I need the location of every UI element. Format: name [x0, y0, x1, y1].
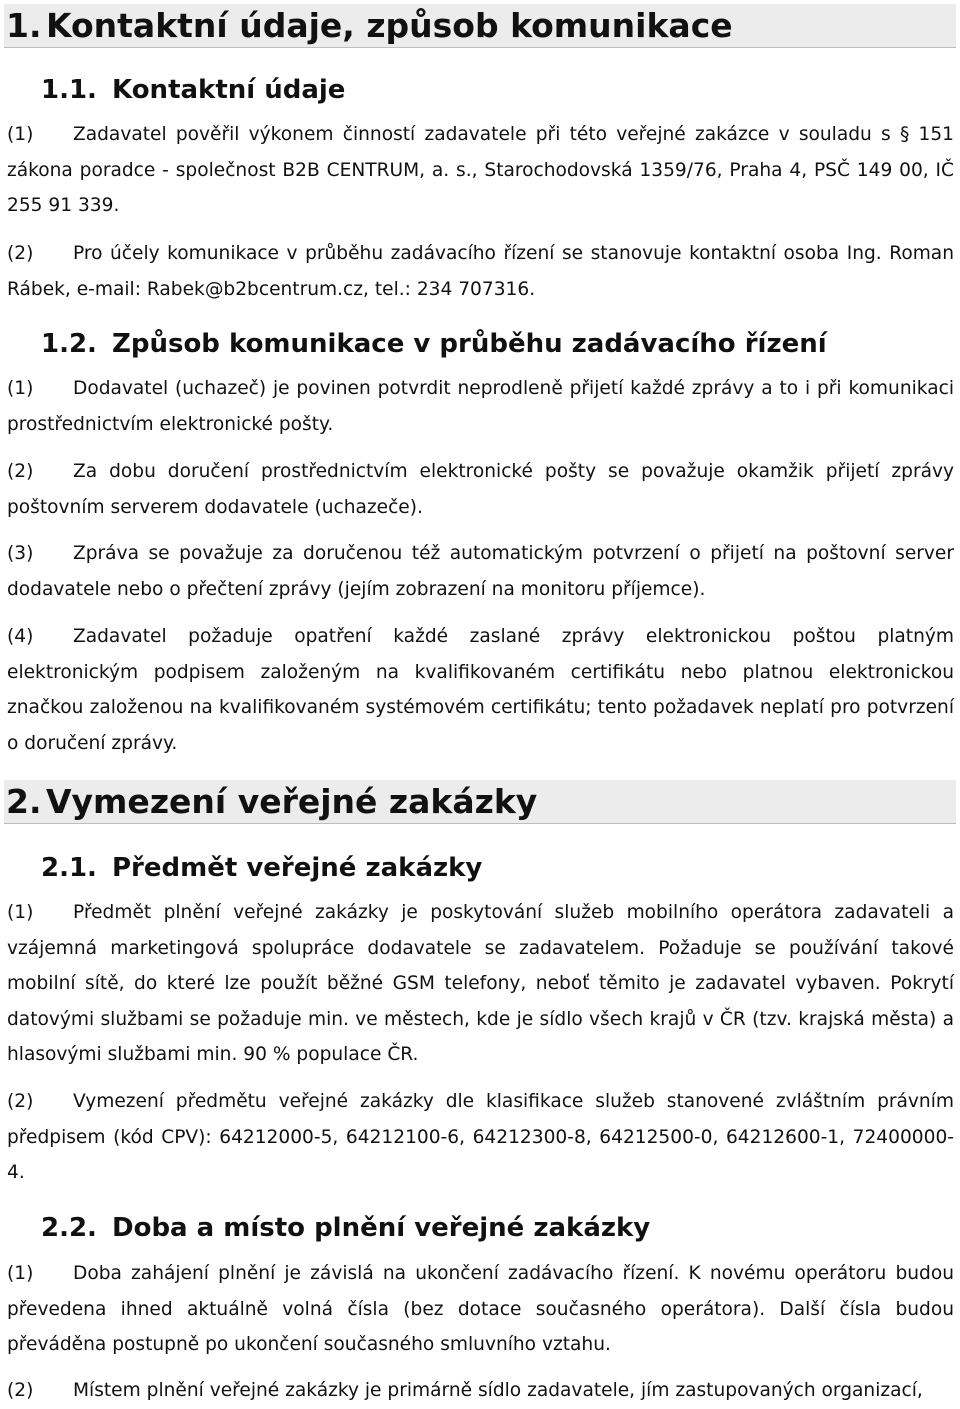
subsection-number: 2.1.	[41, 853, 97, 883]
subsection-number: 1.1.	[41, 75, 97, 105]
subsection-heading-1-1	[41, 74, 345, 106]
paragraph	[7, 619, 954, 761]
paragraph	[7, 117, 954, 224]
paragraph-number: (1)	[7, 1263, 34, 1284]
paragraph-text: Předmět plnění veřejné zakázky je poskytování služeb mobilního operátora zadavateli a vzájemná marketingová spolupráce dodavatele se zadavatelem. Požaduje se používání takové mobilní sítě, do které lze použít běžné GSM telefony, neboť těmito je zadavatel vybaven. Pokrytí datovými službami se požaduje min. ve městech, kde je sídlo všech krajů v ČR (tzv. krajská města) a hlasovými službami min. 90 % populace ČR.	[7, 902, 954, 1065]
section-heading-2	[4, 780, 956, 824]
paragraph-text: Vymezení předmětu veřejné zakázky dle klasifikace služeb stanovené zvláštním právním předpisem (kód CPV): 64212000-5, 64212100-6, 64212300-8, 64212500-0, 64212600-1, 72400000-4.	[7, 1091, 954, 1183]
subsection-heading-2-2	[41, 1212, 650, 1244]
paragraph-number: (1)	[7, 124, 34, 145]
paragraph-number: (1)	[7, 902, 34, 923]
paragraph	[7, 895, 954, 1073]
paragraph-text: Zadavatel pověřil výkonem činností zadavatele při této veřejné zakázce v souladu s § 151 zákona poradce - společnost B2B CENTRUM, a. s., Starochodovská 1359/76, Praha 4, PSČ 149 00, IČ 255 91 339.	[7, 124, 954, 216]
paragraph-number: (1)	[7, 378, 34, 399]
paragraph-number: (2)	[7, 1380, 34, 1401]
section-heading-1	[4, 4, 956, 48]
paragraph	[7, 454, 954, 525]
subsection-heading-1-2	[41, 328, 827, 360]
paragraph-text: Pro účely komunikace v průběhu zadávacího řízení se stanovuje kontaktní osoba Ing. Roman Rábek, e-mail: Rabek@b2bcentrum.cz, tel.: 234 707316.	[7, 243, 954, 300]
paragraph-text: Doba zahájení plnění je závislá na ukončení zadávacího řízení. K novému operátoru budou převedena ihned aktuálně volná čísla (bez dotace současného operátora). Další čísla budou převáděna postupně po ukončení současného smluvního vztahu.	[7, 1263, 954, 1355]
subsection-title: Kontaktní údaje	[112, 75, 346, 105]
paragraph-number: (2)	[7, 243, 34, 264]
paragraph-number: (4)	[7, 626, 34, 647]
paragraph-number: (2)	[7, 461, 34, 482]
subsection-number: 1.2.	[41, 329, 97, 359]
paragraph-number: (2)	[7, 1091, 34, 1112]
section-number: 1.	[6, 6, 42, 45]
paragraph	[7, 1256, 954, 1363]
paragraph	[7, 1084, 954, 1191]
paragraph-text: Dodavatel (uchazeč) je povinen potvrdit neprodleně přijetí každé zprávy a to i při komunikaci prostřednictvím elektronické pošty.	[7, 378, 954, 435]
subsection-heading-2-1	[41, 852, 482, 884]
section-title: Vymezení veřejné zakázky	[46, 782, 538, 821]
paragraph-text: Zadavatel požaduje opatření každé zaslané zprávy elektronickou poštou platným elektronickým podpisem založeným na kvalifikovaném certifikátu nebo platnou elektronickou značkou založenou na kvalifikovaném systémovém certifikátu; tento požadavek neplatí pro potvrzení o doručení zprávy.	[7, 626, 954, 754]
subsection-title: Doba a místo plnění veřejné zakázky	[112, 1213, 651, 1243]
paragraph	[7, 371, 954, 442]
subsection-number: 2.2.	[41, 1213, 97, 1243]
paragraph	[7, 536, 954, 607]
subsection-title: Způsob komunikace v průběhu zadávacího řízení	[112, 329, 827, 359]
section-number: 2.	[6, 782, 42, 821]
paragraph	[7, 236, 954, 307]
subsection-title: Předmět veřejné zakázky	[112, 853, 483, 883]
paragraph-text: Zpráva se považuje za doručenou též automatickým potvrzení o přijetí na poštovní server dodavatele nebo o přečtení zprávy (jejím zobrazení na monitoru příjemce).	[7, 543, 954, 600]
paragraph-text: Místem plnění veřejné zakázky je primárně sídlo zadavatele, jím zastupovaných organizací,	[73, 1380, 923, 1401]
paragraph	[7, 1373, 954, 1409]
paragraph-number: (3)	[7, 543, 34, 564]
paragraph-text: Za dobu doručení prostřednictvím elektronické pošty se považuje okamžik přijetí zprávy poštovním serverem dodavatele (uchazeče).	[7, 461, 954, 518]
section-title: Kontaktní údaje, způsob komunikace	[46, 6, 733, 45]
